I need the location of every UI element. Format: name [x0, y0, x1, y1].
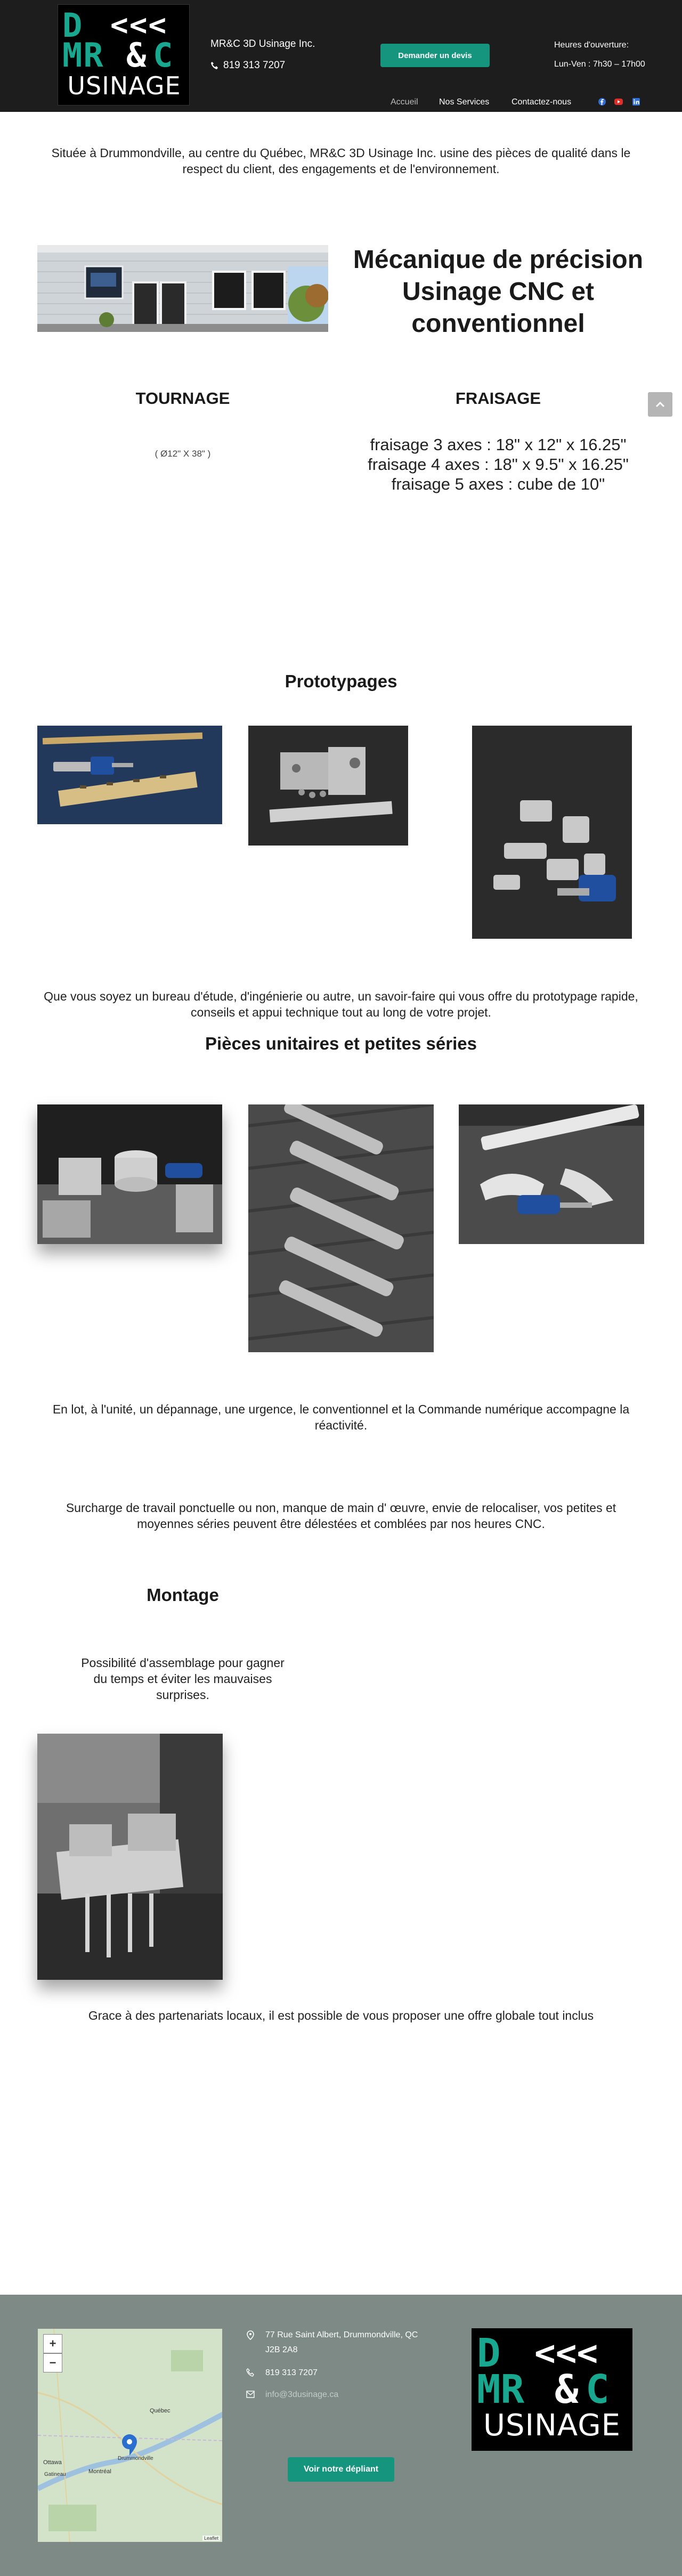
series-text-2: Surcharge de travail ponctuelle ou non, manque de main d' œuvre, envie de relocaliser, vos petites et moyennes séries peuvent être délestées et comblées par nos heures CNC.	[66, 1501, 616, 1531]
logo-mr-mark: MR	[62, 36, 104, 75]
series-photo-2	[248, 1104, 434, 1352]
logo-c-mark: C	[153, 36, 174, 75]
nav-contact[interactable]: Contactez-nous	[512, 97, 572, 107]
fraisage-specs	[341, 435, 655, 494]
footer-logo-d-mark: D	[477, 2330, 501, 2376]
map-zoom-in-button[interactable]: +	[43, 2334, 62, 2353]
map-zoom-out-button[interactable]: −	[43, 2353, 62, 2372]
company-name: MR&C 3D Usinage Inc.	[210, 38, 315, 50]
intro-text: Située à Drummondville, au centre du Québec, MR&C 3D Usinage Inc. usine des pièces de qualité dans le respect du client, des engagements et de l'environnement.	[51, 146, 631, 176]
building-photo	[37, 245, 328, 332]
prototype-photo-3	[472, 726, 632, 939]
prototype-photo-1	[37, 726, 222, 824]
youtube-icon[interactable]	[614, 97, 623, 106]
phone-icon	[210, 61, 219, 70]
footer-address-line1: 77 Rue Saint Albert, Drummondville, QC	[265, 2330, 418, 2339]
footer-logo-chevrons: <<<	[534, 2333, 598, 2374]
montage-title: Montage	[147, 1585, 219, 1605]
footer-email[interactable]: info@3dusinage.ca	[265, 2390, 339, 2399]
map-label-drummondville: Drummondville	[118, 2456, 153, 2461]
fraisage-4axes: fraisage 4 axes : 18" x 9.5" x 16.25"	[368, 455, 629, 474]
chevron-up-icon	[655, 401, 665, 408]
nav-services[interactable]: Nos Services	[439, 97, 490, 107]
series-text-1: En lot, à l'unité, un dépannage, une urgence, le conventionnel et la Commande numérique accompagne la réactivité.	[52, 1402, 630, 1432]
series-photo-1	[37, 1104, 222, 1244]
tournage-title: TOURNAGE	[135, 389, 230, 408]
company-logo[interactable]	[58, 4, 190, 105]
footer-logo-wordmark: USINAGE	[483, 2408, 621, 2443]
partners-text: Grace à des partenariats locaux, il est possible de vous proposer une offre globale tout inclus	[88, 2009, 594, 2022]
footer-logo-mr-mark: MR	[477, 2367, 525, 2412]
footer-logo-ampersand: &	[555, 2367, 579, 2412]
map-label-ottawa: Ottawa	[43, 2459, 62, 2466]
footer-phone[interactable]: 819 313 7207	[265, 2368, 318, 2377]
logo-ampersand: &	[126, 36, 148, 75]
logo-wordmark: USINAGE	[67, 71, 181, 100]
facebook-icon[interactable]	[598, 97, 606, 106]
logo-chevrons: <<<	[110, 8, 168, 43]
view-flyer-button[interactable]: Voir notre dépliant	[288, 2457, 394, 2482]
prototypes-text: Que vous soyez un bureau d'étude, d'ingénierie ou autre, un savoir-faire qui vous offre du prototypage rapide, conseils et appui technique tout au long de votre projet.	[44, 989, 638, 1019]
fraisage-3axes: fraisage 3 axes : 18" x 12" x 16.25"	[370, 435, 627, 454]
logo-d-mark: D	[62, 6, 84, 45]
series-photo-3	[459, 1104, 644, 1244]
hours-label: Heures d'ouverture:	[554, 40, 629, 50]
hero-title: Mécanique de précision Usinage CNC et conventionnel	[353, 246, 644, 338]
request-quote-button[interactable]: Demander un devis	[380, 44, 490, 67]
prototypes-title: Prototypages	[285, 671, 397, 691]
header-phone[interactable]	[210, 60, 285, 71]
montage-photo	[37, 1734, 223, 1980]
mail-icon	[246, 2391, 255, 2398]
footer-logo-c-mark: C	[586, 2367, 610, 2412]
tournage-spec: ( Ø12" X 38" )	[155, 449, 211, 459]
fraisage-title: FRAISAGE	[455, 389, 541, 408]
location-pin-icon	[247, 2330, 254, 2340]
fraisage-5axes: fraisage 5 axes : cube de 10"	[391, 475, 605, 493]
nav-accueil[interactable]: Accueil	[391, 97, 418, 107]
map-label-quebec: Québec	[150, 2408, 170, 2414]
map-label-gatineau: Gatineau	[44, 2472, 66, 2477]
footer-logo	[472, 2328, 632, 2451]
montage-text: Possibilité d'assemblage pour gagner du temps et éviter les mauvaises surprises.	[81, 1656, 285, 1702]
hours-value: Lun-Ven : 7h30 – 17h00	[554, 60, 645, 69]
prototype-photo-2	[248, 726, 408, 846]
series-title: Pièces unitaires et petites séries	[205, 1034, 477, 1053]
footer-address-line2: J2B 2A8	[265, 2345, 298, 2354]
linkedin-icon[interactable]	[632, 97, 640, 106]
header-phone-number: 819 313 7207	[223, 60, 286, 71]
location-map[interactable]	[37, 2328, 223, 2542]
map-attribution[interactable]: Leaflet	[202, 2536, 220, 2541]
map-label-montreal: Montréal	[88, 2468, 111, 2475]
phone-icon	[246, 2368, 255, 2377]
